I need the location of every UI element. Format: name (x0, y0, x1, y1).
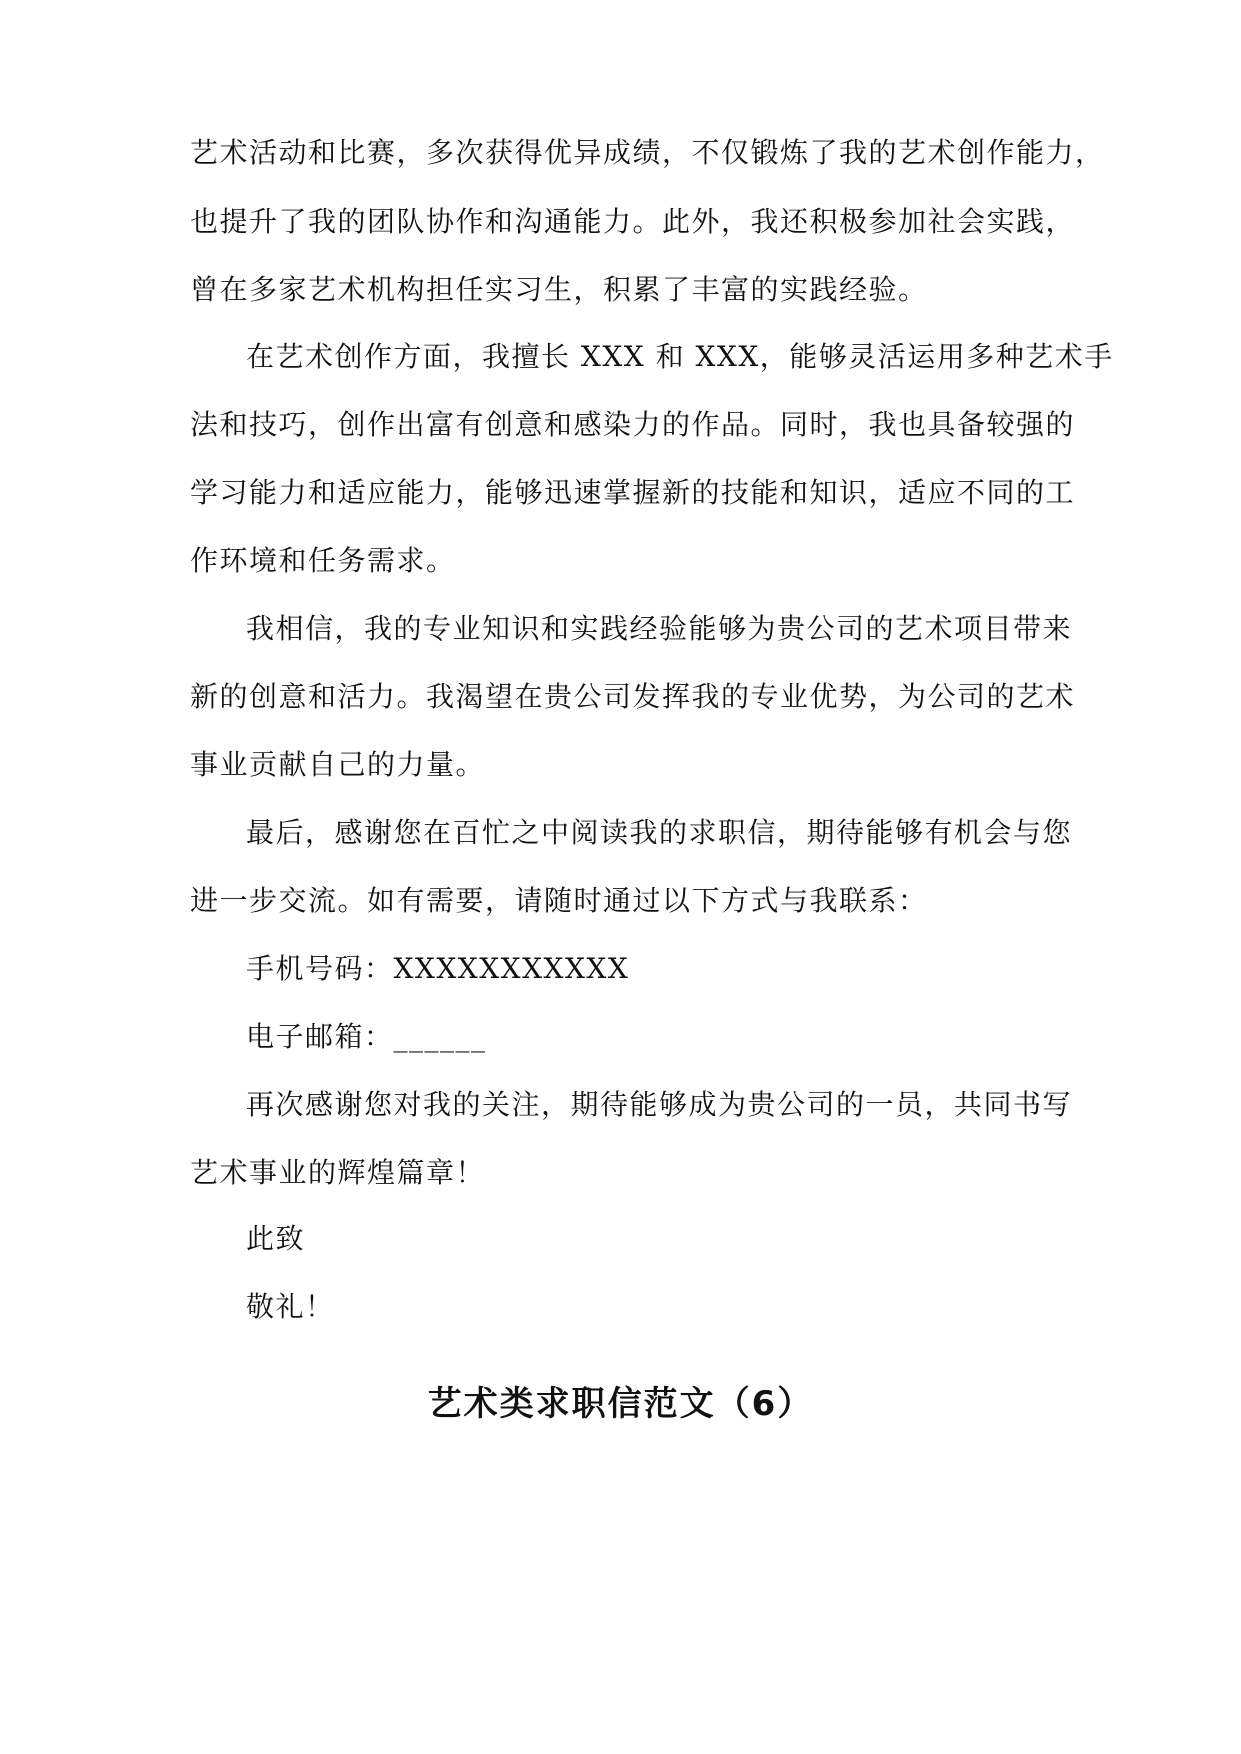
closing-regards: 敬礼！ (246, 1290, 335, 1323)
paragraph-line: 也提升了我的团队协作和沟通能力。此外，我还积极参加社会实践， (190, 205, 1076, 238)
closing-salutation: 此致 (246, 1222, 306, 1255)
paragraph-line: 艺术活动和比赛，多次获得优异成绩，不仅锻炼了我的艺术创作能力， (190, 136, 1105, 169)
contact-email: 电子邮箱：______ (246, 1020, 487, 1053)
paragraph-line: 学习能力和适应能力，能够迅速掌握新的技能和知识，适应不同的工 (190, 476, 1076, 509)
paragraph-line: 我相信，我的专业知识和实践经验能够为贵公司的艺术项目带来 (246, 612, 1073, 645)
paragraph-line: 新的创意和活力。我渴望在贵公司发挥我的专业优势，为公司的艺术 (190, 680, 1076, 713)
paragraph-line: 法和技巧，创作出富有创意和感染力的作品。同时，我也具备较强的 (190, 408, 1076, 441)
paragraph-line: 进一步交流。如有需要，请随时通过以下方式与我联系： (190, 884, 928, 917)
paragraph-line: 事业贡献自己的力量。 (190, 748, 486, 781)
paragraph-line: 最后，感谢您在百忙之中阅读我的求职信，期待能够有机会与您 (246, 816, 1073, 849)
paragraph-line: 在艺术创作方面，我擅长 XXX 和 XXX，能够灵活运用多种艺术手 (246, 340, 1114, 373)
paragraph-line: 作环境和任务需求。 (190, 544, 456, 577)
paragraph-line: 艺术事业的辉煌篇章！ (190, 1156, 486, 1189)
paragraph-line: 再次感谢您对我的关注，期待能够成为贵公司的一员，共同书写 (246, 1088, 1073, 1121)
contact-phone: 手机号码：XXXXXXXXXXX (246, 952, 630, 985)
paragraph-line: 曾在多家艺术机构担任实习生，积累了丰富的实践经验。 (190, 273, 928, 306)
section-heading: 艺术类求职信范文（6） (427, 1384, 814, 1424)
